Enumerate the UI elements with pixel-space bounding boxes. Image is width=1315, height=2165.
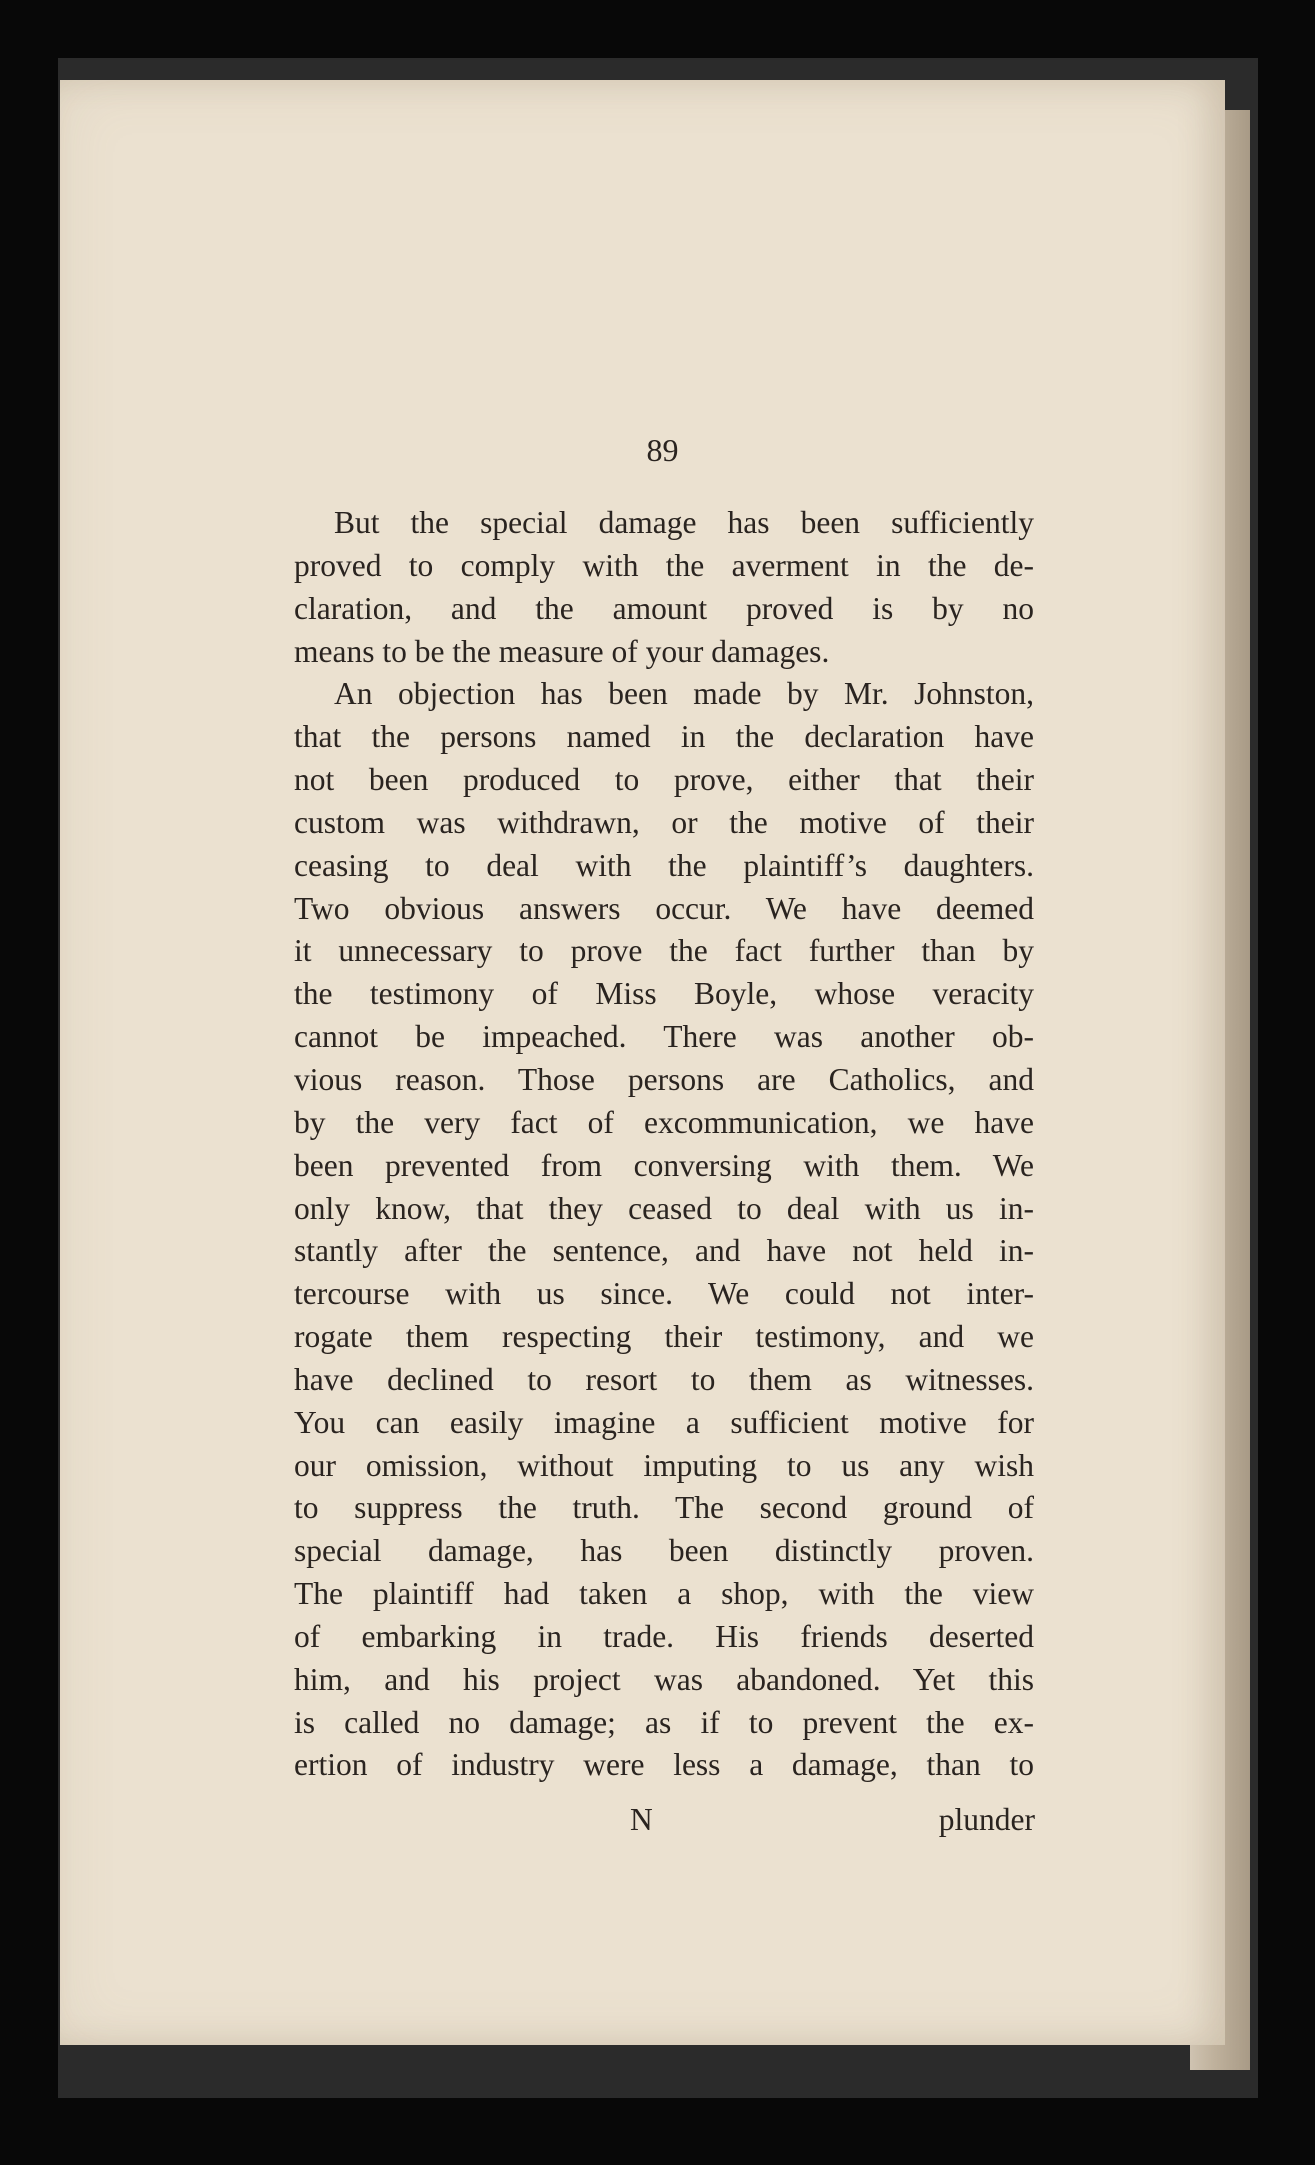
text-line: vious reason. Those persons are Catholics, and [294, 1061, 1034, 1097]
text-line: claration, and the amount proved is by no [294, 590, 1034, 626]
text-line: him, and his project was abandoned. Yet this [294, 1661, 1034, 1697]
text-line: Two obvious answers occur. We have deemed [294, 890, 1034, 926]
text-line: proved to comply with the averment in the de- [294, 547, 1034, 583]
text-line: by the very fact of excommunication, we have [294, 1104, 1034, 1140]
signature-mark: N [630, 1802, 653, 1837]
text-line: ertion of industry were less a damage, than to [294, 1747, 1034, 1783]
text-line: is called no damage; as if to prevent the ex- [294, 1704, 1034, 1740]
text-line: cannot be impeached. There was another ob- [294, 1019, 1034, 1055]
text-line: The plaintiff had taken a shop, with the view [294, 1576, 1034, 1612]
text-line: only know, that they ceased to deal with us in- [294, 1190, 1034, 1226]
text-line: been prevented from conversing with them. We [294, 1147, 1034, 1183]
text-line: tercourse with us since. We could not inter- [294, 1276, 1034, 1312]
text-line: the testimony of Miss Boyle, whose veracity [294, 976, 1034, 1012]
text-line: ceasing to deal with the plaintiff’s daughters. [294, 847, 1034, 883]
text-line: stantly after the sentence, and have not held in- [294, 1233, 1034, 1269]
text-line: You can easily imagine a sufficient motive for [294, 1404, 1034, 1440]
text-line: means to be the measure of your damages. [294, 633, 830, 669]
text-line: rogate them respecting their testimony, and we [294, 1319, 1034, 1355]
text-line: it unnecessary to prove the fact further than by [294, 933, 1034, 969]
text-line: An objection has been made by Mr. Johnston, [334, 676, 1034, 712]
catchword: plunder [938, 1802, 1035, 1837]
text-line: special damage, has been distinctly proven. [294, 1533, 1034, 1569]
text-line: of embarking in trade. His friends deserted [294, 1618, 1034, 1654]
text-line: to suppress the truth. The second ground of [294, 1490, 1034, 1526]
text-line: But the special damage has been sufficiently [334, 505, 1034, 540]
text-line: not been produced to prove, either that their [294, 762, 1034, 798]
text-line: that the persons named in the declaration have [294, 719, 1034, 755]
text-line: custom was withdrawn, or the motive of their [294, 804, 1034, 840]
text-line: our omission, without imputing to us any wish [294, 1447, 1034, 1483]
body-text [294, 502, 1034, 1787]
book-page [60, 80, 1225, 2045]
text-line: have declined to resort to them as witnesses. [294, 1361, 1034, 1397]
page-number: 89 [646, 432, 679, 468]
